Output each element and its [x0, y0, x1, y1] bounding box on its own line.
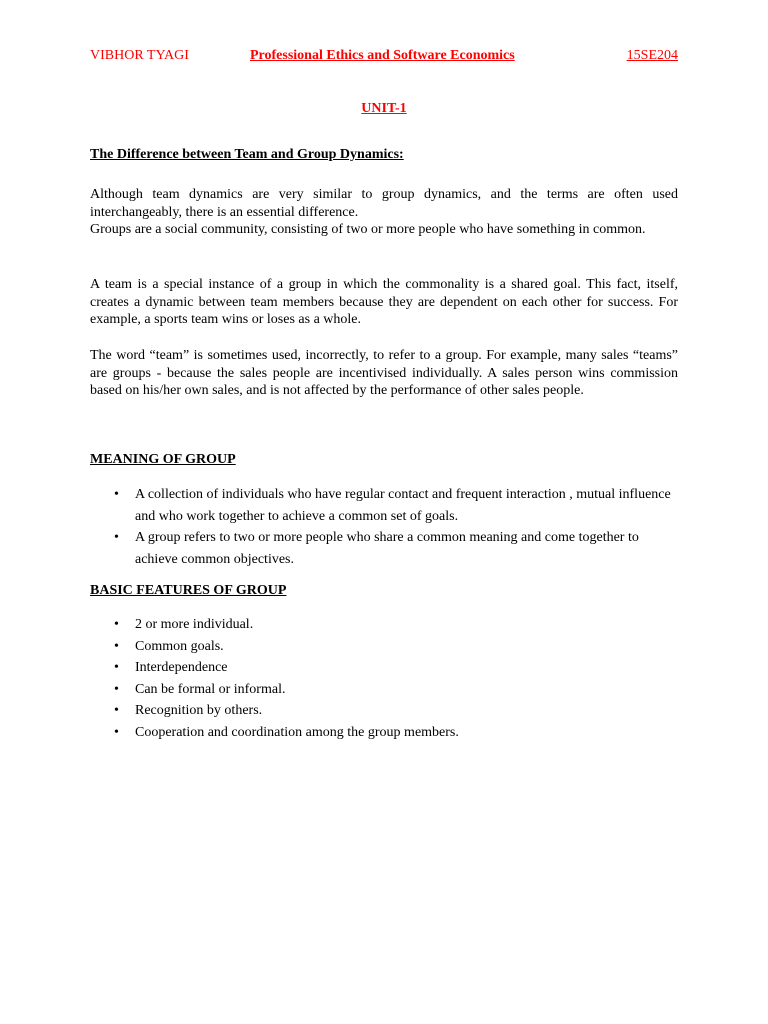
section-heading-basic-features: BASIC FEATURES OF GROUP [90, 583, 287, 598]
list-item [90, 679, 678, 701]
bullet-icon: • [114, 638, 119, 654]
bullet-icon: • [114, 660, 119, 675]
list-item-text: 2 or more individual. [135, 617, 254, 632]
list-item [90, 636, 678, 658]
list-item-text: A collection of individuals who have regular contact and frequent interaction , mutual influence and who work together to achieve a common set of goals. [135, 487, 671, 524]
unit-title: UNIT-1 [361, 101, 407, 116]
list-item [90, 484, 678, 527]
basic-features-list [90, 614, 678, 743]
header-course-code: 15SE204 [626, 48, 678, 63]
list-item [90, 700, 678, 722]
paragraph-intro [90, 186, 678, 239]
paragraph-team-word-usage: The word “team” is sometimes used, incorrectly, to refer to a group. For example, many sales “teams” are groups - because the sales people are incentivised individually. A sales person wins commission based on his/her own sales, and is not affected by the performance of other sales people. [90, 348, 678, 398]
list-item-text: Cooperation and coordination among the group members. [135, 724, 459, 740]
paragraph-intro-line1: Although team dynamics are very similar to group dynamics, and the terms are often used interchangeably, there is an essential difference. [90, 187, 678, 220]
section-heading-meaning-of-group: MEANING OF GROUP [90, 452, 236, 467]
list-item [90, 722, 678, 744]
list-item [90, 657, 678, 679]
paragraph-intro-line2: Groups are a social community, consisting of two or more people who have something in common. [90, 222, 646, 237]
list-item [90, 527, 678, 570]
list-item-text: Interdependence [135, 660, 228, 675]
meaning-of-group-list [90, 484, 678, 570]
section-heading-team-vs-group: The Difference between Team and Group Dynamics: [90, 147, 404, 162]
bullet-icon: • [114, 530, 119, 545]
list-item-text: A group refers to two or more people who share a common meaning and come together to achieve common objectives. [135, 530, 639, 567]
list-item [90, 614, 678, 636]
header-course-title: Professional Ethics and Software Economics [250, 48, 515, 63]
paragraph-team-definition: A team is a special instance of a group in which the commonality is a shared goal. This fact, itself, creates a dynamic between team members because they are dependent on each other for success. For example, a sports team wins or loses as a whole. [90, 277, 678, 327]
page-header [90, 47, 678, 65]
list-item-text: Can be formal or informal. [135, 681, 286, 697]
header-author: VIBHOR TYAGI [90, 48, 189, 63]
bullet-icon: • [114, 487, 119, 502]
bullet-icon: • [114, 681, 119, 697]
list-item-text: Common goals. [135, 638, 224, 654]
list-item-text: Recognition by others. [135, 703, 263, 718]
bullet-icon: • [114, 724, 119, 740]
bullet-icon: • [114, 617, 119, 632]
bullet-icon: • [114, 703, 119, 718]
